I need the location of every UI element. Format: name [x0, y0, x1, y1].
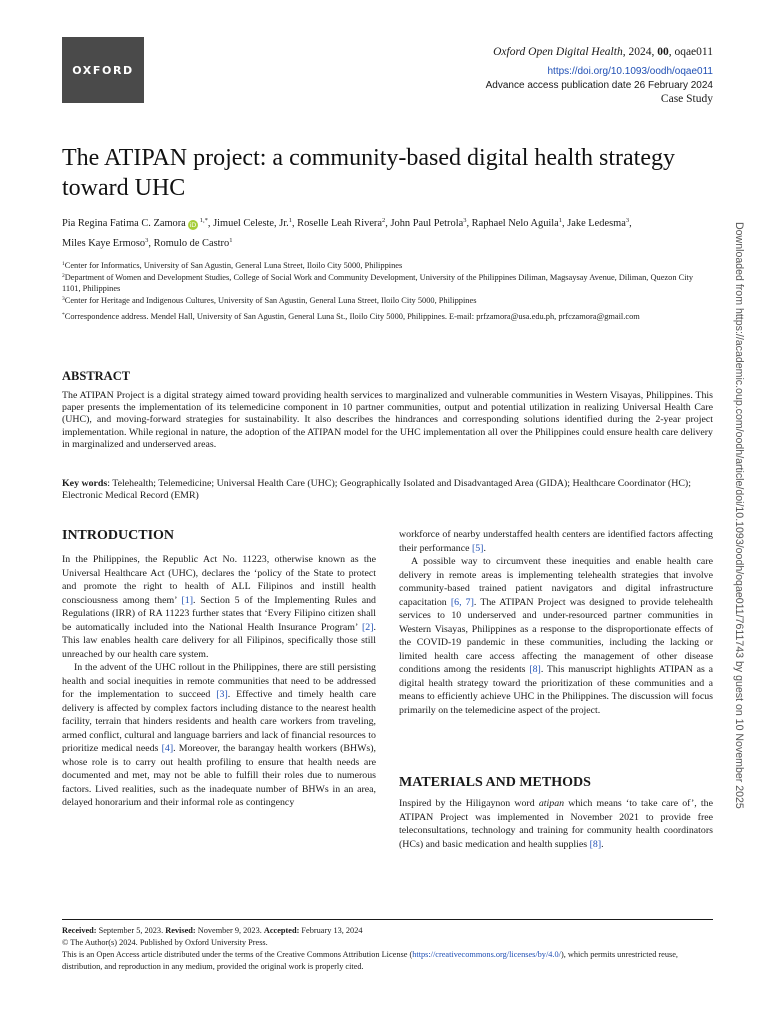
author-name[interactable]: , Roselle Leah Rivera	[291, 218, 383, 229]
aff-text: Department of Women and Development Studies, College of Social Work and Community Development, University of the Philippines Diliman, Magsaysay Avenue, Diliman, Quezon City 1101, Philippines	[62, 273, 694, 293]
citation-link[interactable]: [5]	[471, 542, 484, 554]
label: Accepted:	[263, 926, 300, 935]
advance-access: Advance access publication date 26 February 2024	[485, 80, 713, 91]
author-sup: 3	[145, 237, 149, 244]
paragraph	[62, 661, 376, 810]
keywords-text: : Telehealth; Telemedicine; Universal Health Care (UHC); Geographically Isolated and Disadvantaged Area (GIDA); Healthcare Coordinator (HC); Electronic Medical Record (EMR)	[62, 478, 691, 502]
text: . This law enables health care delivery for all Filipinos, specifically those still unreached by our health care system.	[62, 621, 376, 660]
aff-text: Center for Informatics, University of San Agustin, General Luna Street, Iloilo City 5000, Philippines	[64, 261, 403, 270]
author-sep: ,	[629, 218, 632, 229]
paragraph	[399, 797, 713, 851]
citation-link[interactable]: [4]	[161, 743, 174, 754]
keywords	[62, 478, 713, 502]
text: September 5, 2023.	[96, 926, 166, 935]
text: This is an Open Access article distributed under the terms of the Creative Commons Attribution License (	[62, 950, 413, 959]
volume: 00	[657, 46, 669, 58]
author-sup: 1,*	[199, 217, 208, 224]
aff-text: Correspondence address. Mendel Hall, University of San Agustin, General Luna St., Iloilo City 5000, Philippines. E-mail: prfzamora@usa.edu.ph, prfczamora@gmail.com	[64, 312, 640, 321]
text: November 9, 2023.	[195, 926, 264, 935]
introduction-heading: INTRODUCTION	[62, 528, 175, 543]
citation-link[interactable]: [8]	[529, 664, 541, 675]
text: . The ATIPAN Project was designed to provide telehealth services to 10 underserved and under-resourced partner communities in Western Visayas, Philippines as a response to the disproportionate effects of the COVID-19 pandemic in these communities, including the lacking or limited health care access affecting the management of other disease conditions among the residents	[399, 596, 713, 675]
aff-text: Center for Heritage and Indigenous Cultures, University of San Agustin, General Luna Street, Iloilo City 5000, Philippines	[64, 296, 477, 305]
author-name[interactable]: , Jimuel Celeste, Jr.	[207, 218, 289, 229]
aff-sup: 3	[62, 296, 65, 302]
text: .	[601, 838, 604, 850]
paragraph	[62, 553, 376, 661]
correspondence	[62, 311, 712, 322]
author-list	[62, 214, 714, 254]
text: . Moreover, the barangay health workers (BHWs), whose role is to carry out health profiling to ensure that health needs are documented and met, may not be able to fulfill their roles due to numerous factors. Lived realities, such as the inadequate number of BHWs in an area, delayed honorarium and their informal role as contingency	[62, 743, 377, 808]
text: . Section 5 of the Implementing Rules and Regulations (IRR) of RA 11223 further states that ‘Every Filipino citizen shall be automatically included into the National Health Insurance Program’	[62, 594, 376, 633]
author-name[interactable]: , John Paul Petrola	[385, 218, 464, 229]
label: Revised:	[165, 926, 196, 935]
abstract-body: The ATIPAN Project is a digital strategy aimed toward providing health services to marginalized and vulnerable communities in Western Visayas, Philippines. This paper presents the implementation of its telemedicine component in 10 partner communities, output and potential utilization in realizing Universal Health Care (UHC), and moving-forward strategies for sustainability. It also describes the hindrances and corresponding solutions identified during the 2-year project implementation. While regional in nature, the adoption of the ATIPAN model for the UHC implementation all over the Philippines could ensure health care delivery in marginalized and underserved areas.	[62, 390, 713, 450]
doi-line	[547, 66, 713, 77]
copyright-line: © The Author(s) 2024. Published by Oxford University Press.	[62, 938, 268, 947]
download-notice: Downloaded from https://academic.oup.com/oodh/article/doi/10.1093/oodh/oqae011/7611743 by guest on 10 November 2025	[733, 222, 745, 809]
italic-text: atipan	[538, 798, 565, 809]
dates-line	[62, 925, 713, 937]
text: . This manuscript highlights ATIPAN as a digital health strategy toward the prioritization of these communities and a means to efficiently achieve UHC in the Philippines. The discussion will focus primarily on the telemedicine aspect of the project.	[399, 664, 714, 716]
citation-link[interactable]: [6, 7]	[450, 596, 474, 608]
orcid-icon[interactable]: iD	[189, 221, 197, 229]
license-text	[62, 949, 713, 973]
author-name[interactable]: Miles Kaye Ermoso	[62, 238, 146, 249]
text: workforce of nearby understaffed health centers are identified factors affecting their performance	[399, 529, 713, 554]
author-sup: 2	[382, 217, 386, 224]
author-sup: 1	[558, 217, 563, 224]
journal-name: Oxford Open Digital Health	[493, 46, 623, 58]
aff-sup: 1	[62, 261, 65, 267]
text: ), which permits unrestricted reuse, distribution, and reproduction in any medium, provided the original work is properly cited.	[62, 950, 678, 971]
author-sup: 3	[625, 217, 630, 224]
issue-info: , 2024,	[622, 46, 658, 58]
article-title: The ATIPAN project: a community-based digital health strategy toward UHC	[62, 145, 675, 201]
column-right-intro	[399, 528, 713, 717]
label: Received:	[62, 926, 97, 935]
text: which means ‘to take care of’, the ATIPAN Project was implemented in November 2021 to provide free teleconsultations, technology and training for community health coordinators (HCs) and basic medication and health supplies	[399, 798, 713, 850]
author-name[interactable]: , Romulo de Castro	[148, 238, 230, 249]
text: In the Philippines, the Republic Act No. 11223, otherwise known as the Universal Healthcare Act (UHC), declares the ‘policy of the State to protect and promote the right to health of ALL Filipinos and instill health consciousness among them’	[62, 554, 376, 606]
aff-sup: 2	[62, 273, 65, 279]
doi-link[interactable]: https://doi.org/10.1093/oodh/oqae011	[547, 66, 713, 77]
keywords-label: Key words	[62, 478, 108, 489]
footer-divider	[62, 919, 713, 920]
side-watermark	[733, 222, 757, 809]
journal-citation	[493, 46, 713, 58]
author-name[interactable]: , Raphael Nelo Aguila	[466, 218, 559, 229]
oxford-logo	[62, 37, 144, 103]
text: Inspired by the Hiligaynon word	[399, 798, 539, 809]
column-left	[62, 553, 376, 810]
logo-text: OXFORD	[72, 63, 134, 77]
column-right-methods	[399, 797, 713, 851]
author-name[interactable]: , Jake Ledesma	[562, 218, 626, 229]
text: . Effective and timely health care delivery is affected by complex factors including distance to the nearest health facility, terrain that hinders residents and health care workers from traveling, armed conflict, cultural and language barriers and lack of financial resources to prioritize medical needs	[62, 689, 376, 754]
text: A possible way to circumvent these inequities and enable health care delivery in remote areas is implementing telehealth strategies that involve community-based trained patient navigators and digital infrastructure capacitation	[399, 556, 713, 608]
affiliation-2	[62, 272, 712, 294]
citation-link[interactable]: [8]	[589, 838, 602, 850]
paragraph	[399, 555, 713, 717]
affiliation-1	[62, 260, 712, 271]
paragraph	[399, 528, 713, 555]
article-id: , oqae011	[668, 46, 713, 58]
citation-link[interactable]: [1]	[181, 594, 194, 606]
aff-sup: *	[62, 312, 65, 318]
text: .	[483, 542, 486, 554]
author-sup: 1	[288, 217, 292, 224]
citation-link[interactable]: [2]	[362, 621, 374, 633]
affiliation-3	[62, 295, 712, 306]
text: In the advent of the UHC rollout in the Philippines, there are still persisting health and social inequities in remote communities that need to be addressed for the implementation to succeed	[62, 662, 376, 700]
author-sup: 3	[463, 217, 467, 224]
license-link[interactable]: https://creativecommons.org/licenses/by/4.0/	[412, 950, 561, 959]
author-name[interactable]: Pia Regina Fatima C. Zamora	[62, 218, 186, 229]
methods-heading: MATERIALS AND METHODS	[399, 775, 591, 790]
article-type: Case Study	[660, 93, 713, 105]
abstract-heading: ABSTRACT	[62, 369, 131, 383]
citation-link[interactable]: [3]	[216, 689, 228, 700]
text: February 13, 2024	[299, 926, 363, 935]
author-sup: 1	[229, 237, 233, 244]
